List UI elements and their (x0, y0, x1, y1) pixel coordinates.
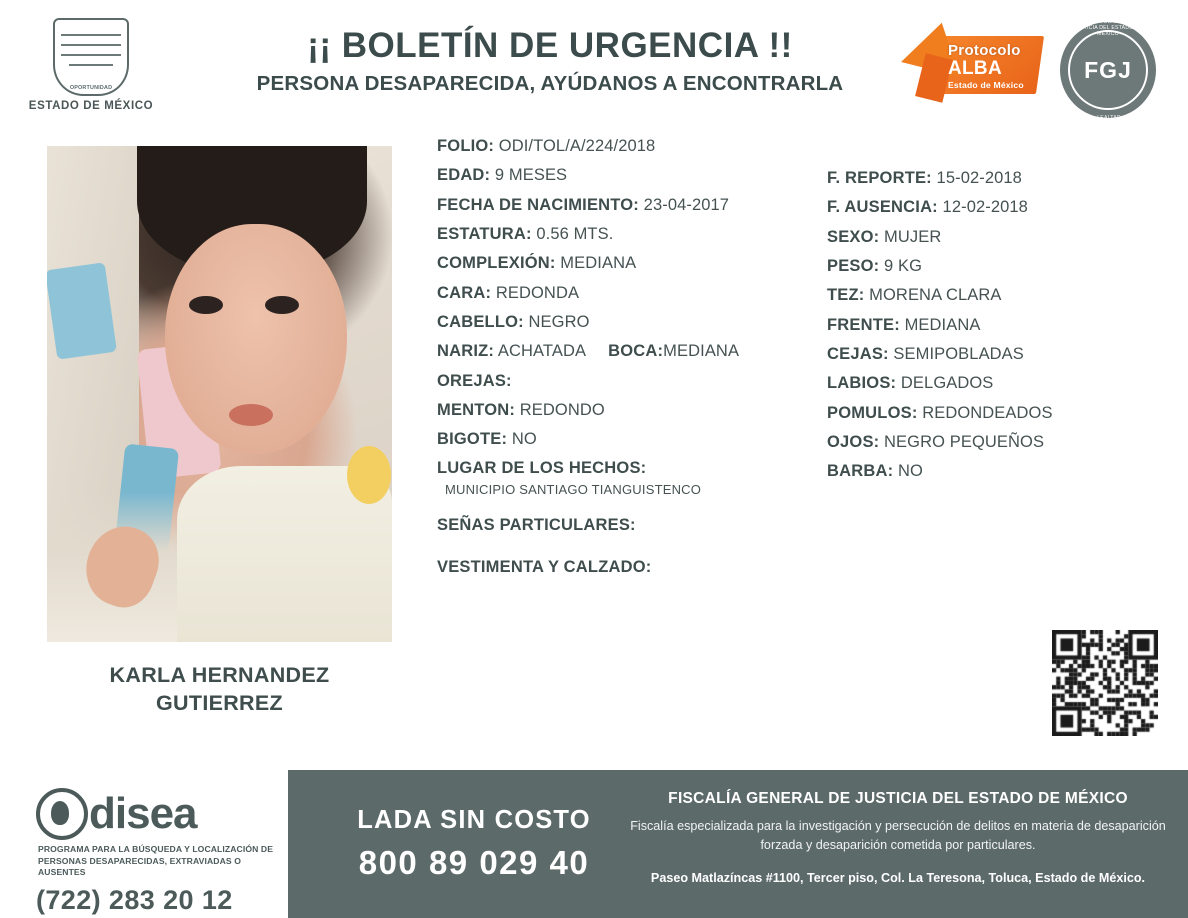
detail-field-f-ausencia (827, 199, 1147, 217)
qr-code[interactable] (1052, 630, 1158, 736)
missing-person-name: KARLA HERNANDEZ GUTIERREZ (109, 663, 330, 715)
state-seal-motto: OPORTUNIDAD (69, 85, 113, 91)
page-subtitle: PERSONA DESAPARECIDA, AYÚDANOS A ENCONTRARLA (256, 72, 844, 95)
detail-field-bigote (437, 431, 827, 449)
detail-label: LABIOS: (827, 374, 897, 393)
detail-value-secondary: MEDIANA (663, 342, 740, 361)
detail-field-estatura (437, 226, 827, 244)
detail-field-cejas (827, 346, 1147, 364)
detail-field-tez (827, 287, 1147, 305)
fgj-ring-top-text: FISCALÍA GENERAL DE JUSTICIA DEL ESTADO DE MÉXICO (1073, 19, 1143, 37)
detail-value: SEMIPOBLADAS (888, 344, 1024, 363)
document-header (0, 0, 1188, 128)
detail-label: LUGAR DE LOS HECHOS: (437, 459, 647, 478)
detail-value: NEGRO PEQUEÑOS (879, 432, 1045, 451)
document-footer (0, 770, 1188, 918)
detail-value: MEDIANA (555, 254, 637, 273)
detail-field-orejas (437, 373, 827, 391)
detail-field-fecha-de-nacimiento (437, 197, 827, 215)
detail-value: 15-02-2018 (931, 169, 1022, 187)
fgj-ring-bottom-text: HONOR · LEALTAD · VALOR (1071, 115, 1145, 121)
detail-label: POMULOS: (827, 403, 918, 422)
fgj-mark: FGJ (1084, 56, 1132, 83)
detail-field-complexión (437, 255, 827, 273)
state-seal-shield-icon (53, 18, 129, 96)
detail-label: CABELLO: (437, 312, 524, 331)
detail-label: SEXO: (827, 227, 880, 246)
detail-subvalue: MUNICIPIO SANTIAGO TIANGUISTENCO (445, 482, 702, 498)
toll-free-block (324, 806, 624, 882)
detail-field-barba (827, 463, 1147, 481)
protocolo-alba-logo (906, 22, 1036, 108)
detail-field-edad (437, 167, 827, 185)
disea-block (36, 788, 286, 916)
detail-field-vestimenta-y-calzado (437, 559, 827, 577)
missing-person-photo (47, 146, 392, 642)
detail-field-frente (827, 317, 1147, 335)
detail-field-señas-particulares (437, 517, 827, 535)
detail-label: MENTON: (437, 400, 516, 419)
detail-label: VESTIMENTA Y CALZADO: (437, 558, 652, 577)
fgj-description: Fiscalía especializada para la investigación y persecución de delitos en materia de desaparición forzada y desaparición cometida por particulares. (630, 819, 1166, 852)
details-column-left (437, 138, 827, 601)
fgj-info-block (618, 790, 1178, 887)
detail-value: NO (507, 430, 537, 449)
detail-label: FECHA DE NACIMIENTO: (437, 195, 639, 214)
detail-label: NARIZ: (437, 342, 495, 361)
footer-band (288, 770, 1188, 918)
detail-field-lugar-de-los-hechos (437, 460, 827, 497)
detail-label: FOLIO: (437, 137, 495, 155)
header-titles (170, 26, 930, 96)
detail-label: COMPLEXIÓN: (437, 254, 556, 273)
detail-label: OJOS: (827, 432, 880, 451)
details-column-right (827, 170, 1147, 492)
page-title: ¡¡ BOLETÍN DE URGENCIA !! (307, 26, 793, 65)
detail-value: MUJER (879, 227, 942, 246)
detail-value: 9 MESES (490, 166, 568, 185)
state-seal (26, 18, 156, 112)
fgj-title: FISCALÍA GENERAL DE JUSTICIA DEL ESTADO DE MÉXICO (668, 790, 1128, 807)
detail-label: CEJAS: (827, 344, 889, 363)
detail-label-secondary: BOCA: (608, 342, 664, 361)
detail-label: ESTATURA: (437, 224, 532, 243)
detail-value: MORENA CLARA (864, 286, 1002, 305)
detail-label: F. AUSENCIA: (827, 198, 938, 217)
detail-label: SEÑAS PARTICULARES: (437, 516, 636, 535)
fgj-seal-icon (1060, 19, 1156, 121)
detail-field-nariz (437, 343, 827, 361)
detail-field-peso (827, 258, 1147, 276)
detail-field-sexo (827, 229, 1147, 247)
detail-label: OREJAS: (437, 371, 512, 390)
detail-value: REDONDO (515, 400, 605, 419)
detail-label: BARBA: (827, 462, 894, 481)
detail-field-labios (827, 375, 1147, 393)
detail-field-folio (437, 138, 827, 156)
disea-person-icon (36, 788, 88, 840)
detail-label: TEZ: (827, 286, 865, 305)
disea-logo-text: disea (89, 789, 197, 838)
detail-label: FRENTE: (827, 315, 900, 334)
disea-phone[interactable]: (722) 283 20 12 (36, 884, 233, 915)
detail-value: 12-02-2018 (937, 198, 1028, 217)
disea-logo (36, 788, 286, 840)
lada-title: LADA SIN COSTO (357, 806, 591, 834)
detail-field-ojos (827, 434, 1147, 452)
detail-field-menton (437, 402, 827, 420)
state-seal-label: ESTADO DE MÉXICO (28, 100, 154, 112)
detail-value: DELGADOS (896, 374, 994, 393)
detail-value: ACHATADA (494, 342, 587, 361)
detail-field-f-reporte (827, 170, 1147, 188)
detail-value: NEGRO (523, 312, 590, 331)
detail-value: REDONDEADOS (917, 403, 1053, 422)
detail-value: 23-04-2017 (639, 195, 730, 214)
detail-label: EDAD: (437, 166, 491, 185)
detail-value: 9 KG (879, 256, 923, 275)
detail-field-pomulos (827, 405, 1147, 423)
disea-subtitle: PROGRAMA PARA LA BÚSQUEDA Y LOCALIZACIÓN DE PERSONAS DESAPARECIDAS, EXTRAVIADAS O AUSENTES (38, 844, 274, 878)
alba-line3: Estado de México (948, 80, 1024, 90)
detail-value: REDONDA (491, 283, 580, 302)
detail-label: BIGOTE: (437, 430, 508, 449)
lada-number[interactable]: 800 89 029 40 (358, 844, 590, 881)
detail-value: MEDIANA (899, 315, 981, 334)
detail-label: CARA: (437, 283, 492, 302)
fgj-address: Paseo Matlazíncas #1100, Tercer piso, Col. La Teresona, Toluca, Estado de México. (650, 870, 1146, 885)
detail-value: 0.56 MTS. (531, 224, 614, 243)
detail-field-cabello (437, 314, 827, 332)
detail-value: ODI/TOL/A/224/2018 (494, 137, 656, 155)
detail-value: NO (893, 462, 923, 481)
alba-line1: Protocolo (948, 42, 1021, 59)
detail-field-cara (437, 285, 827, 303)
detail-label: PESO: (827, 256, 880, 275)
detail-label: F. REPORTE: (827, 169, 932, 187)
alba-line2: ALBA (948, 58, 1002, 79)
